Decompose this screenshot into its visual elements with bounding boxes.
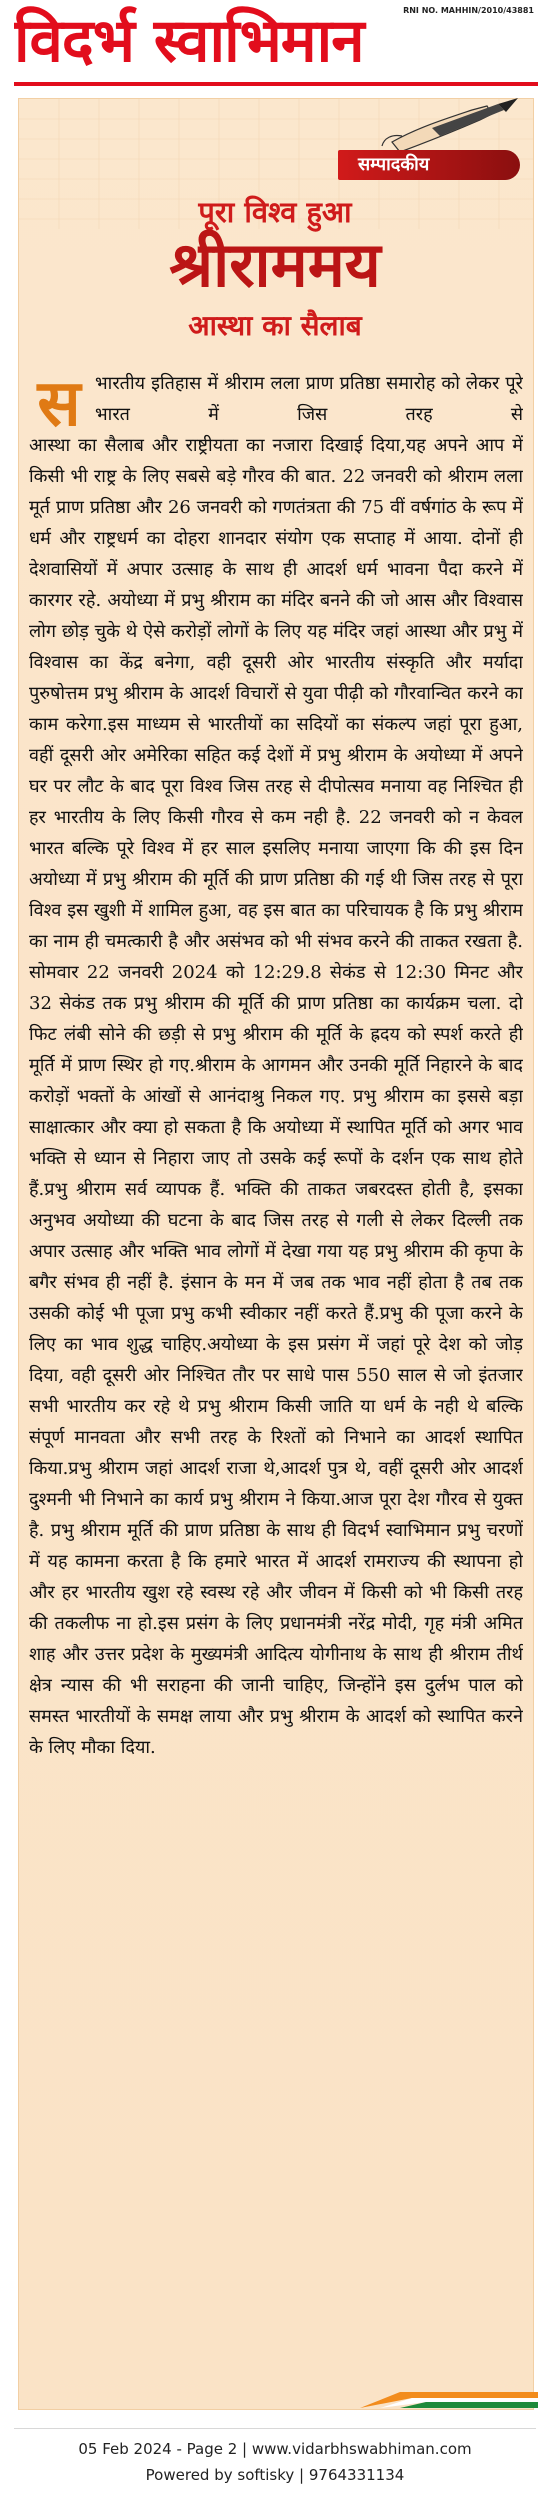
editorial-tag-label: सम्पादकीय (358, 154, 430, 175)
footer-rule (14, 2428, 536, 2429)
headline-main: श्रीराममय (169, 228, 381, 301)
headline-sub: आस्था का सैलाब (188, 309, 362, 342)
masthead (14, 4, 538, 86)
flag-stripe-icon (360, 2388, 538, 2408)
headline-top: पूरा विश्व हुआ (198, 195, 352, 229)
article-first-lines: भारतीय इतिहास में श्रीराम लला प्राण प्रतिष्ठा समारोह को लेकर पूरे भारत में जिस तरह से (95, 373, 523, 425)
dropcap: स (37, 367, 81, 441)
footer-date-url: 05 Feb 2024 - Page 2 | www.vidarbhswabhiman.com (78, 2440, 472, 2458)
article-body: आस्था का सैलाब और राष्ट्रीयता का नजारा दिखाई दिया,यह अपने आप में किसी भी राष्ट्र के लिए सबसे बड़े गौरव की बात. 22 जनवरी को श्रीराम लला मूर्त प्राण प्रतिष्ठा और 26 जनवरी को गणतंत्रता की 75 वीं वर्षगांठ के रूप में धर्म और राष्ट्रधर्म का दोहरा शानदार संयोग एक सप्ताह में आया. दोनों ही देशवासियों में अपार उत्साह के साथ ही आदर्श धर्म भावना पैदा करने में कारगर रहे. अयोध्या में प्रभु श्रीराम का मंदिर बनने की जो आस और विश्वास लोग छोड़ चुके थे ऐसे करोड़ों लोगों के लिए यह मंदिर जहां आस्था और प्रभु में विश्वास का केंद्र बनेगा, वही दूसरी ओर भारतीय संस्कृति और मर्यादा पुरुषोत्तम प्रभु श्रीराम के आदर्श विचारों से युवा पीढ़ी को गौरवान्वित करने का काम करेगा.इस माध्यम से भारतीयों का सदियों का संकल्प जहां पूरा हुआ, वहीं दूसरी ओर अमेरिका सहित कई देशों में प्रभु श्रीराम के अयोध्या में अपने घर पर लौट के बाद पूरा विश्व जिस तरह से दीपोत्सव मनाया वह निश्चित ही हर भारतीय के लिए किसी गौरव से कम नही है. 22 जनवरी को न केवल भारत बल्कि पूरे विश्व में हर साल इसलिए मनाया जाएगा कि की इस दिन अयोध्या में प्रभु श्रीराम की मूर्ति की प्राण प्रतिष्ठा की गई थी जिस तरह से पूरा विश्व इस खुशी में शामिल हुआ, वह इस बात का परिचायक है कि प्रभु श्रीराम का नाम ही चमत्कारी है और असंभव को भी संभव करने की ताकत रखता है. सोमवार 22 जनवरी 2024 को 12:29.8 सेकंड से 12:30 मिनट और 32 सेकंड तक प्रभु श्रीराम की मूर्ति की प्राण प्रतिष्ठा का कार्यक्रम चला. दो फिट लंबी सोने की छड़ी से प्रभु श्रीराम की मूर्ति के ह्रदय को स्पर्श करते ही मूर्ति में प्राण स्थिर हो गए.श्रीराम के आगमन और उनकी मूर्ति निहारने के बाद करोड़ों भक्तों के आंखों से आनंदाश्रु निकल गए. प्रभु श्रीराम का इससे बड़ा साक्षात्कार और क्या हो सकता है कि अयोध्या में स्थापित मूर्ति को अगर भाव भक्ति से ध्यान से निहारा जाए तो उसके कई रूपों के दर्शन एक साथ होते हैं.प्रभु श्रीराम सर्व व्यापक हैं. भक्ति की ताकत जबरदस्त होती है, इसका अनुभव अयोध्या की घटना के बाद जिस तरह से गली से लेकर दिल्ली तक अपार उत्साह और भक्ति भाव लोगों में देखा गया यह प्रभु श्रीराम की कृपा के बगैर संभव ही नहीं है. इंसान के मन में जब तक भाव नहीं होता है तब तक उसकी कोई भी पूजा प्रभु कभी स्वीकार नहीं करते हैं.प्रभु की पूजा करने के लिए का भाव शुद्ध चाहिए.अयोध्या के इस प्रसंग में जहां पूरे देश को जोड़ दिया, वही दूसरी ओर निश्चित तौर पर साधे पास 550 साल से जो इंतजार सभी भारतीय कर रहे थे प्रभु श्रीराम किसी जाति या धर्म के नही थे बल्कि संपूर्ण मानवता और सभी तरह के रिश्तों को निभाने का आदर्श स्थापित किया.प्रभु श्रीराम जहां आदर्श राजा थे,आदर्श पुत्र थे, वहीं दूसरी ओर आदर्श दुश्मनी भी निभाने का कार्य प्रभु श्रीराम ने किया.आज पूरा देश गौरव से युक्त है. प्रभु श्रीराम मूर्ति की प्राण प्रतिष्ठा के साथ ही विदर्भ स्वाभिमान प्रभु चरणों में यह कामना करता है कि हमारे भारत में आदर्श रामराज्य की स्थापना हो और हर भारतीय खुश रहे स्वस्थ रहे और जीवन में किसी को भी किसी तरह की तकलीफ ना हो.इस प्रसंग के लिए प्रधानमंत्री नरेंद्र मोदी, गृह मंत्री अमित शाह और उत्तर प्रदेश के मुख्यमंत्री आदित्य योगीनाथ के साथ ही श्रीराम तीर्थ क्षेत्र न्यास की भी सराहना की जानी चाहिए, जिन्होंने इस दुर्लभ पाल को समस्त भारतीयों के समक्ष लाया और प्रभु श्रीराम के आदर्श को स्थापित करने के लिए मौका दिया. (29, 435, 523, 1758)
masthead-rule (14, 82, 538, 86)
footer-powered-by: Powered by softisky | 9764331134 (145, 2466, 405, 2484)
rni-number: RNI NO. MAHHIN/2010/43881 (403, 6, 534, 15)
masthead-title: विदर्भ स्वाभिमान (14, 6, 364, 76)
editorial-tag (338, 150, 520, 180)
